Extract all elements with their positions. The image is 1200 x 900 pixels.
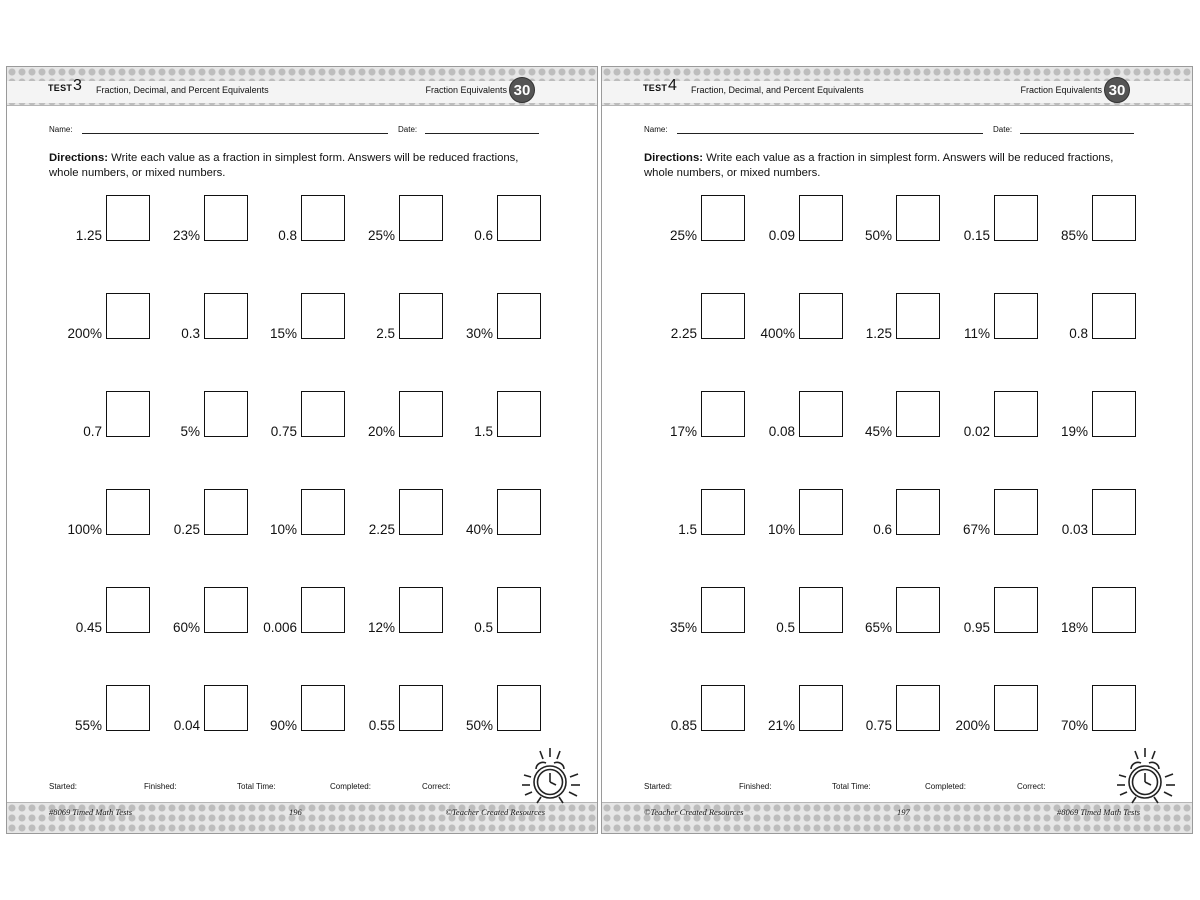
problem-value: 55%	[74, 718, 102, 733]
answer-box[interactable]	[399, 195, 443, 241]
problem-item	[940, 489, 1038, 539]
problem-item	[647, 587, 745, 637]
problem-value: 0.55	[368, 718, 395, 733]
answer-box[interactable]	[106, 685, 150, 731]
answer-box[interactable]	[896, 685, 940, 731]
problem-item	[52, 685, 150, 735]
answer-box[interactable]	[994, 391, 1038, 437]
problem-value: 0.03	[1061, 522, 1088, 537]
directions-heading: Directions:	[49, 152, 109, 164]
problem-value: 200%	[955, 718, 990, 733]
problem-item	[443, 489, 541, 539]
problem-value: 65%	[864, 620, 892, 635]
answer-box[interactable]	[799, 587, 843, 633]
problem-value: 0.7	[83, 424, 102, 439]
problem-item	[247, 685, 345, 735]
test-number: 3	[73, 77, 82, 94]
test-title: Fraction, Decimal, and Percent Equivalents	[691, 85, 864, 95]
problem-item	[842, 587, 940, 637]
timing-field-label: Completed:	[925, 782, 966, 791]
problem-value: 25%	[669, 228, 697, 243]
answer-box[interactable]	[497, 685, 541, 731]
timing-field-label: Finished:	[144, 782, 177, 791]
footer-left-text: ©Teacher Created Resources	[644, 807, 744, 817]
problem-item	[150, 391, 248, 441]
answer-box[interactable]	[701, 587, 745, 633]
problem-value: 2.25	[368, 522, 395, 537]
answer-box[interactable]	[896, 489, 940, 535]
problem-value: 30%	[465, 326, 493, 341]
directions	[49, 151, 549, 181]
answer-box[interactable]	[994, 293, 1038, 339]
date-field[interactable]	[1020, 133, 1134, 134]
answer-box[interactable]	[301, 391, 345, 437]
problem-item	[443, 195, 541, 245]
problem-count-badge: 30	[1104, 77, 1130, 103]
directions-heading: Directions:	[644, 152, 704, 164]
answer-box[interactable]	[399, 391, 443, 437]
problem-value: 23%	[172, 228, 200, 243]
problem-item	[345, 293, 443, 343]
problem-value: 45%	[864, 424, 892, 439]
problem-value: 0.6	[474, 228, 493, 243]
problem-item	[150, 489, 248, 539]
problem-value: 0.04	[173, 718, 200, 733]
problem-item	[150, 293, 248, 343]
page-number: 197	[897, 807, 910, 817]
answer-box[interactable]	[106, 195, 150, 241]
directions-text: Write each value as a fraction in simplest form. Answers will be reduced fractions, whole numbers, or mixed numbers.	[644, 152, 1114, 179]
problem-value: 20%	[367, 424, 395, 439]
category-label: Fraction Equivalents	[1020, 85, 1102, 95]
problem-item	[443, 685, 541, 735]
footer-right-text: ©Teacher Created Resources	[445, 807, 545, 817]
problem-item	[745, 587, 843, 637]
answer-box[interactable]	[301, 685, 345, 731]
problem-item	[745, 391, 843, 441]
problem-item	[842, 489, 940, 539]
problem-value: 40%	[465, 522, 493, 537]
answer-box[interactable]	[204, 489, 248, 535]
problem-item	[745, 685, 843, 735]
answer-box[interactable]	[497, 391, 541, 437]
answer-box[interactable]	[204, 293, 248, 339]
name-label: Name:	[644, 125, 668, 134]
problem-item	[443, 391, 541, 441]
problem-item	[345, 195, 443, 245]
problem-item	[745, 293, 843, 343]
problem-item	[1038, 489, 1136, 539]
directions-text: Write each value as a fraction in simplest form. Answers will be reduced fractions, whole numbers, or mixed numbers.	[49, 152, 519, 179]
answer-box[interactable]	[701, 685, 745, 731]
answer-box[interactable]	[301, 293, 345, 339]
problem-value: 200%	[67, 326, 102, 341]
timing-field-label: Correct:	[422, 782, 451, 791]
problem-value: 400%	[760, 326, 795, 341]
footer-right-text: #8069 Timed Math Tests	[1056, 807, 1140, 817]
problem-value: 19%	[1060, 424, 1088, 439]
directions	[644, 151, 1144, 181]
answer-box[interactable]	[994, 489, 1038, 535]
alarm-clock-icon	[517, 745, 587, 809]
problem-value: 0.45	[75, 620, 102, 635]
answer-box[interactable]	[399, 293, 443, 339]
problem-item	[1038, 195, 1136, 245]
problem-value: 15%	[269, 326, 297, 341]
answer-box[interactable]	[1092, 587, 1136, 633]
problem-value: 2.5	[376, 326, 395, 341]
worksheet-page-right	[601, 66, 1193, 834]
answer-box[interactable]	[106, 587, 150, 633]
answer-box[interactable]	[497, 489, 541, 535]
problem-value: 35%	[669, 620, 697, 635]
problem-item	[150, 195, 248, 245]
answer-box[interactable]	[106, 293, 150, 339]
answer-box[interactable]	[896, 293, 940, 339]
problem-item	[647, 685, 745, 735]
problem-item	[647, 391, 745, 441]
problem-value: 17%	[669, 424, 697, 439]
problem-value: 0.8	[278, 228, 297, 243]
problem-item	[345, 489, 443, 539]
problem-item	[150, 685, 248, 735]
timing-field-label: Completed:	[330, 782, 371, 791]
problem-value: 1.25	[865, 326, 892, 341]
name-field[interactable]	[677, 133, 983, 134]
answer-box[interactable]	[497, 587, 541, 633]
problem-item	[1038, 587, 1136, 637]
answer-box[interactable]	[301, 587, 345, 633]
problem-item	[647, 489, 745, 539]
problem-value: 25%	[367, 228, 395, 243]
problem-item	[150, 587, 248, 637]
problem-value: 70%	[1060, 718, 1088, 733]
problem-item	[745, 489, 843, 539]
problem-value: 1.5	[678, 522, 697, 537]
timing-field-label: Started:	[644, 782, 673, 791]
answer-box[interactable]	[1092, 293, 1136, 339]
problem-item	[745, 195, 843, 245]
problem-grid	[7, 195, 599, 735]
problem-value: 50%	[465, 718, 493, 733]
answer-box[interactable]	[301, 195, 345, 241]
date-label: Date:	[993, 125, 1013, 134]
answer-box[interactable]	[204, 685, 248, 731]
timing-field-label: Started:	[49, 782, 78, 791]
problem-item	[52, 391, 150, 441]
answer-box[interactable]	[799, 293, 843, 339]
answer-box[interactable]	[799, 685, 843, 731]
answer-box[interactable]	[896, 195, 940, 241]
problem-value: 12%	[367, 620, 395, 635]
answer-box[interactable]	[204, 195, 248, 241]
problem-item	[1038, 293, 1136, 343]
problem-value: 1.25	[75, 228, 102, 243]
problem-item	[940, 391, 1038, 441]
answer-box[interactable]	[204, 587, 248, 633]
footer-left-text: #8069 Timed Math Tests	[49, 807, 133, 817]
problem-value: 100%	[67, 522, 102, 537]
problem-value: 0.85	[670, 718, 697, 733]
problem-value: 50%	[864, 228, 892, 243]
problem-value: 60%	[172, 620, 200, 635]
alarm-clock-illustration	[1112, 745, 1182, 809]
answer-box[interactable]	[896, 391, 940, 437]
problem-item	[345, 391, 443, 441]
date-label: Date:	[398, 125, 418, 134]
problem-item	[842, 195, 940, 245]
problem-item	[842, 293, 940, 343]
problem-item	[247, 391, 345, 441]
name-label: Name:	[49, 125, 73, 134]
problem-value: 10%	[269, 522, 297, 537]
answer-box[interactable]	[204, 391, 248, 437]
problem-item	[940, 293, 1038, 343]
test-label: TEST	[48, 83, 73, 93]
answer-box[interactable]	[497, 195, 541, 241]
timing-field-label: Total Time:	[237, 782, 276, 791]
problem-item	[1038, 685, 1136, 735]
problem-item	[247, 293, 345, 343]
problem-item	[842, 391, 940, 441]
test-number: 4	[668, 77, 677, 94]
problem-item	[52, 489, 150, 539]
answer-box[interactable]	[701, 195, 745, 241]
answer-box[interactable]	[994, 587, 1038, 633]
answer-box[interactable]	[799, 489, 843, 535]
problem-item	[443, 293, 541, 343]
answer-box[interactable]	[994, 195, 1038, 241]
page-number: 196	[289, 807, 302, 817]
problem-value: 21%	[767, 718, 795, 733]
problem-item	[345, 685, 443, 735]
problem-value: 2.25	[670, 326, 697, 341]
problem-value: 90%	[269, 718, 297, 733]
problem-item	[940, 587, 1038, 637]
problem-value: 0.25	[173, 522, 200, 537]
problem-value: 0.8	[1069, 326, 1088, 341]
problem-value: 0.6	[873, 522, 892, 537]
category-label: Fraction Equivalents	[425, 85, 507, 95]
problem-item	[247, 489, 345, 539]
problem-value: 0.3	[181, 326, 200, 341]
timing-field-label: Correct:	[1017, 782, 1046, 791]
problem-item	[52, 587, 150, 637]
problem-item	[52, 195, 150, 245]
answer-box[interactable]	[497, 293, 541, 339]
problem-value: 0.5	[474, 620, 493, 635]
problem-value: 0.5	[776, 620, 795, 635]
timing-field-label: Total Time:	[832, 782, 871, 791]
problem-item	[1038, 391, 1136, 441]
problem-value: 67%	[962, 522, 990, 537]
problem-value: 10%	[767, 522, 795, 537]
answer-box[interactable]	[799, 391, 843, 437]
answer-box[interactable]	[994, 685, 1038, 731]
problem-value: 5%	[180, 424, 200, 439]
name-field[interactable]	[82, 133, 388, 134]
problem-item	[647, 293, 745, 343]
alarm-clock-icon	[1112, 745, 1182, 809]
problem-item	[247, 587, 345, 637]
problem-value: 18%	[1060, 620, 1088, 635]
problem-value: 0.75	[270, 424, 297, 439]
answer-box[interactable]	[799, 195, 843, 241]
answer-box[interactable]	[701, 391, 745, 437]
problem-item	[247, 195, 345, 245]
problem-value: 0.09	[768, 228, 795, 243]
problem-value: 0.15	[963, 228, 990, 243]
answer-box[interactable]	[1092, 685, 1136, 731]
answer-box[interactable]	[399, 489, 443, 535]
answer-box[interactable]	[1092, 195, 1136, 241]
problem-count-badge: 30	[509, 77, 535, 103]
problem-item	[842, 685, 940, 735]
problem-value: 0.75	[865, 718, 892, 733]
answer-box[interactable]	[701, 489, 745, 535]
timing-fields	[7, 782, 597, 796]
answer-box[interactable]	[399, 587, 443, 633]
answer-box[interactable]	[399, 685, 443, 731]
problem-value: 0.006	[263, 620, 297, 635]
answer-box[interactable]	[301, 489, 345, 535]
problem-value: 0.02	[963, 424, 990, 439]
problem-item	[443, 587, 541, 637]
answer-box[interactable]	[106, 391, 150, 437]
answer-box[interactable]	[1092, 489, 1136, 535]
alarm-clock-illustration	[517, 745, 587, 809]
answer-box[interactable]	[1092, 391, 1136, 437]
problem-value: 11%	[963, 326, 990, 341]
problem-item	[345, 587, 443, 637]
answer-box[interactable]	[896, 587, 940, 633]
timing-fields	[602, 782, 1192, 796]
timing-field-label: Finished:	[739, 782, 772, 791]
problem-item	[940, 685, 1038, 735]
answer-box[interactable]	[106, 489, 150, 535]
problem-value: 0.08	[768, 424, 795, 439]
test-label: TEST	[643, 83, 668, 93]
problem-value: 1.5	[474, 424, 493, 439]
worksheet-page-left	[6, 66, 598, 834]
problem-value: 0.95	[963, 620, 990, 635]
problem-item	[52, 293, 150, 343]
problem-grid	[602, 195, 1194, 735]
problem-item	[647, 195, 745, 245]
test-title: Fraction, Decimal, and Percent Equivalents	[96, 85, 269, 95]
problem-value: 85%	[1060, 228, 1088, 243]
answer-box[interactable]	[701, 293, 745, 339]
date-field[interactable]	[425, 133, 539, 134]
problem-item	[940, 195, 1038, 245]
